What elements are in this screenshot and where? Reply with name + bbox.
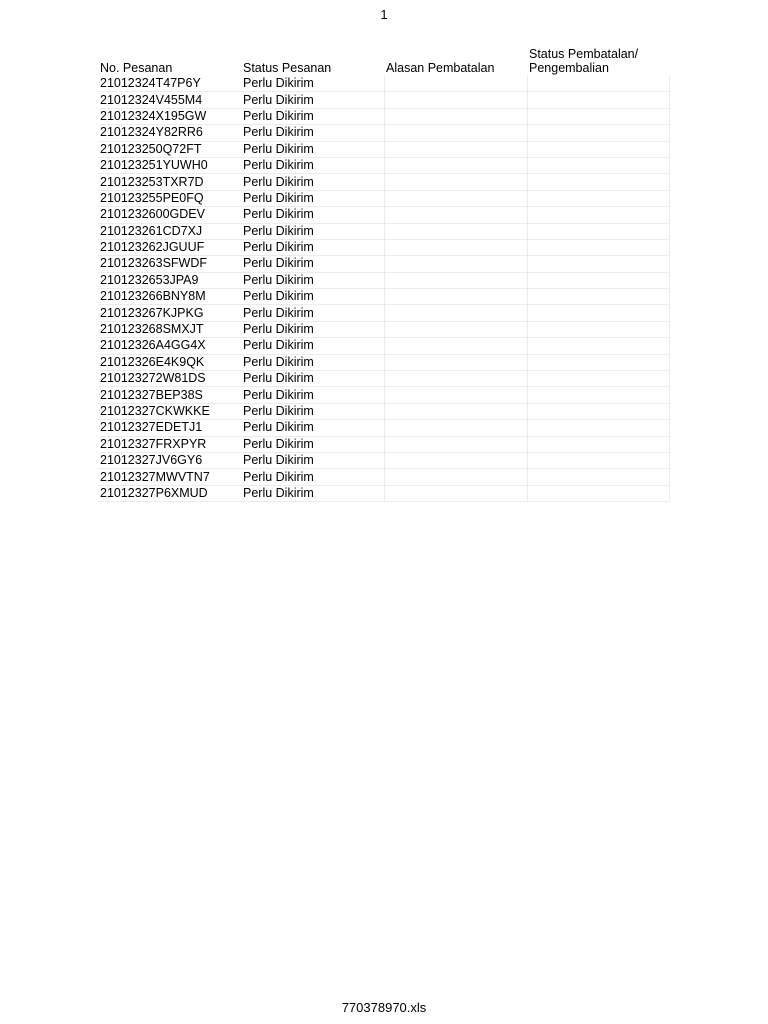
cell-order-no: 21012324Y82RR6 bbox=[98, 125, 241, 141]
cell-cancel-reason bbox=[384, 141, 527, 157]
cell-cancel-return-status bbox=[527, 371, 669, 387]
cell-order-no: 21012327P6XMUD bbox=[98, 485, 241, 501]
cell-cancel-reason bbox=[384, 452, 527, 468]
cell-order-status: Perlu Dikirim bbox=[241, 207, 384, 223]
table-row bbox=[98, 387, 669, 403]
cell-cancel-reason bbox=[384, 371, 527, 387]
cell-cancel-reason bbox=[384, 239, 527, 255]
cell-cancel-reason bbox=[384, 485, 527, 501]
table-row bbox=[98, 420, 669, 436]
table-row bbox=[98, 141, 669, 157]
cell-order-status: Perlu Dikirim bbox=[241, 76, 384, 92]
table-row bbox=[98, 305, 669, 321]
cell-cancel-return-status bbox=[527, 108, 669, 124]
cell-cancel-reason bbox=[384, 305, 527, 321]
cell-order-status: Perlu Dikirim bbox=[241, 403, 384, 419]
cell-cancel-return-status bbox=[527, 272, 669, 288]
cell-cancel-reason bbox=[384, 76, 527, 92]
table-row bbox=[98, 338, 669, 354]
table-row bbox=[98, 452, 669, 468]
cell-order-status: Perlu Dikirim bbox=[241, 387, 384, 403]
table-row bbox=[98, 92, 669, 108]
cell-order-no: 21012327EDETJ1 bbox=[98, 420, 241, 436]
cell-cancel-reason bbox=[384, 207, 527, 223]
cell-cancel-reason bbox=[384, 92, 527, 108]
cell-cancel-return-status bbox=[527, 305, 669, 321]
cell-cancel-return-status bbox=[527, 321, 669, 337]
table-row bbox=[98, 289, 669, 305]
cell-cancel-return-status bbox=[527, 141, 669, 157]
cell-cancel-return-status bbox=[527, 420, 669, 436]
table-row bbox=[98, 190, 669, 206]
cell-cancel-reason bbox=[384, 125, 527, 141]
cell-cancel-return-status bbox=[527, 387, 669, 403]
cell-cancel-reason bbox=[384, 190, 527, 206]
cell-cancel-reason bbox=[384, 354, 527, 370]
cell-cancel-reason bbox=[384, 108, 527, 124]
cell-cancel-reason bbox=[384, 338, 527, 354]
cell-order-no: 21012327JV6GY6 bbox=[98, 452, 241, 468]
table-row bbox=[98, 157, 669, 173]
cell-cancel-return-status bbox=[527, 125, 669, 141]
cell-cancel-reason bbox=[384, 289, 527, 305]
cell-cancel-return-status bbox=[527, 256, 669, 272]
cell-order-status: Perlu Dikirim bbox=[241, 92, 384, 108]
table-row bbox=[98, 485, 669, 501]
cell-order-no: 210123267KJPKG bbox=[98, 305, 241, 321]
cell-order-no: 210123262JGUUF bbox=[98, 239, 241, 255]
table-body bbox=[98, 76, 669, 502]
cell-order-no: 210123272W81DS bbox=[98, 371, 241, 387]
cell-order-status: Perlu Dikirim bbox=[241, 108, 384, 124]
cell-cancel-return-status bbox=[527, 92, 669, 108]
cell-order-no: 210123255PE0FQ bbox=[98, 190, 241, 206]
cell-order-no: 21012327CKWKKE bbox=[98, 403, 241, 419]
cell-cancel-return-status bbox=[527, 207, 669, 223]
table-row bbox=[98, 469, 669, 485]
cell-order-no: 210123263SFWDF bbox=[98, 256, 241, 272]
cell-order-no: 210123266BNY8M bbox=[98, 289, 241, 305]
cell-order-status: Perlu Dikirim bbox=[241, 190, 384, 206]
cell-cancel-return-status bbox=[527, 174, 669, 190]
table-row bbox=[98, 125, 669, 141]
cell-cancel-reason bbox=[384, 272, 527, 288]
cell-cancel-reason bbox=[384, 223, 527, 239]
cell-cancel-return-status bbox=[527, 190, 669, 206]
cell-cancel-return-status bbox=[527, 338, 669, 354]
table-row bbox=[98, 272, 669, 288]
cell-order-no: 2101232653JPA9 bbox=[98, 272, 241, 288]
cell-order-no: 210123253TXR7D bbox=[98, 174, 241, 190]
cell-cancel-return-status bbox=[527, 223, 669, 239]
header-row bbox=[98, 46, 669, 76]
cell-cancel-reason bbox=[384, 420, 527, 436]
cell-order-status: Perlu Dikirim bbox=[241, 239, 384, 255]
footer-filename: 770378970.xls bbox=[341, 1000, 427, 1015]
table-row bbox=[98, 256, 669, 272]
cell-cancel-reason bbox=[384, 436, 527, 452]
table-row bbox=[98, 371, 669, 387]
cell-order-no: 2101232600GDEV bbox=[98, 207, 241, 223]
table-row bbox=[98, 403, 669, 419]
cell-cancel-return-status bbox=[527, 239, 669, 255]
cell-cancel-reason bbox=[384, 174, 527, 190]
cell-order-status: Perlu Dikirim bbox=[241, 371, 384, 387]
table-row bbox=[98, 174, 669, 190]
cell-order-status: Perlu Dikirim bbox=[241, 141, 384, 157]
cell-order-status: Perlu Dikirim bbox=[241, 272, 384, 288]
table-row bbox=[98, 354, 669, 370]
cell-cancel-reason bbox=[384, 469, 527, 485]
cell-order-status: Perlu Dikirim bbox=[241, 420, 384, 436]
header-cancel-reason: Alasan Pembatalan bbox=[386, 61, 495, 75]
cell-order-no: 21012326A4GG4X bbox=[98, 338, 241, 354]
table-row bbox=[98, 207, 669, 223]
cell-order-status: Perlu Dikirim bbox=[241, 354, 384, 370]
cell-order-status: Perlu Dikirim bbox=[241, 452, 384, 468]
orders-table bbox=[98, 46, 670, 502]
cell-order-status: Perlu Dikirim bbox=[241, 436, 384, 452]
cell-order-no: 21012324T47P6Y bbox=[98, 76, 241, 92]
cell-order-status: Perlu Dikirim bbox=[241, 157, 384, 173]
table-row bbox=[98, 108, 669, 124]
cell-cancel-reason bbox=[384, 157, 527, 173]
table-row bbox=[98, 436, 669, 452]
cell-order-status: Perlu Dikirim bbox=[241, 338, 384, 354]
cell-cancel-return-status bbox=[527, 354, 669, 370]
cell-order-no: 21012324X195GW bbox=[98, 108, 241, 124]
cell-order-status: Perlu Dikirim bbox=[241, 125, 384, 141]
cell-order-no: 21012327MWVTN7 bbox=[98, 469, 241, 485]
table-row bbox=[98, 76, 669, 92]
cell-order-status: Perlu Dikirim bbox=[241, 223, 384, 239]
cell-cancel-return-status bbox=[527, 469, 669, 485]
cell-cancel-return-status bbox=[527, 76, 669, 92]
cell-order-no: 210123250Q72FT bbox=[98, 141, 241, 157]
table-row bbox=[98, 223, 669, 239]
cell-order-no: 210123261CD7XJ bbox=[98, 223, 241, 239]
table-header bbox=[98, 46, 669, 76]
cell-order-status: Perlu Dikirim bbox=[241, 289, 384, 305]
header-order-status: Status Pesanan bbox=[243, 61, 332, 75]
cell-order-status: Perlu Dikirim bbox=[241, 305, 384, 321]
cell-order-status: Perlu Dikirim bbox=[241, 256, 384, 272]
cell-order-no: 21012324V455M4 bbox=[98, 92, 241, 108]
page-number: 1 bbox=[380, 7, 388, 22]
cell-order-no: 210123268SMXJT bbox=[98, 321, 241, 337]
cell-order-status: Perlu Dikirim bbox=[241, 485, 384, 501]
cell-order-status: Perlu Dikirim bbox=[241, 174, 384, 190]
cell-cancel-reason bbox=[384, 321, 527, 337]
cell-cancel-return-status bbox=[527, 452, 669, 468]
table-row bbox=[98, 321, 669, 337]
cell-order-no: 21012327FRXPYR bbox=[98, 436, 241, 452]
cell-cancel-return-status bbox=[527, 157, 669, 173]
cell-order-no: 21012327BEP38S bbox=[98, 387, 241, 403]
cell-cancel-return-status bbox=[527, 403, 669, 419]
cell-order-status: Perlu Dikirim bbox=[241, 321, 384, 337]
cell-cancel-reason bbox=[384, 256, 527, 272]
cell-cancel-return-status bbox=[527, 289, 669, 305]
header-cancel-return-status: Status Pembatalan/ Pengembalian bbox=[529, 47, 639, 75]
cell-cancel-reason bbox=[384, 387, 527, 403]
cell-cancel-return-status bbox=[527, 436, 669, 452]
cell-order-status: Perlu Dikirim bbox=[241, 469, 384, 485]
cell-order-no: 21012326E4K9QK bbox=[98, 354, 241, 370]
cell-cancel-return-status bbox=[527, 485, 669, 501]
header-order-no: No. Pesanan bbox=[100, 61, 173, 75]
cell-order-no: 210123251YUWH0 bbox=[98, 157, 241, 173]
cell-cancel-reason bbox=[384, 403, 527, 419]
table-row bbox=[98, 239, 669, 255]
